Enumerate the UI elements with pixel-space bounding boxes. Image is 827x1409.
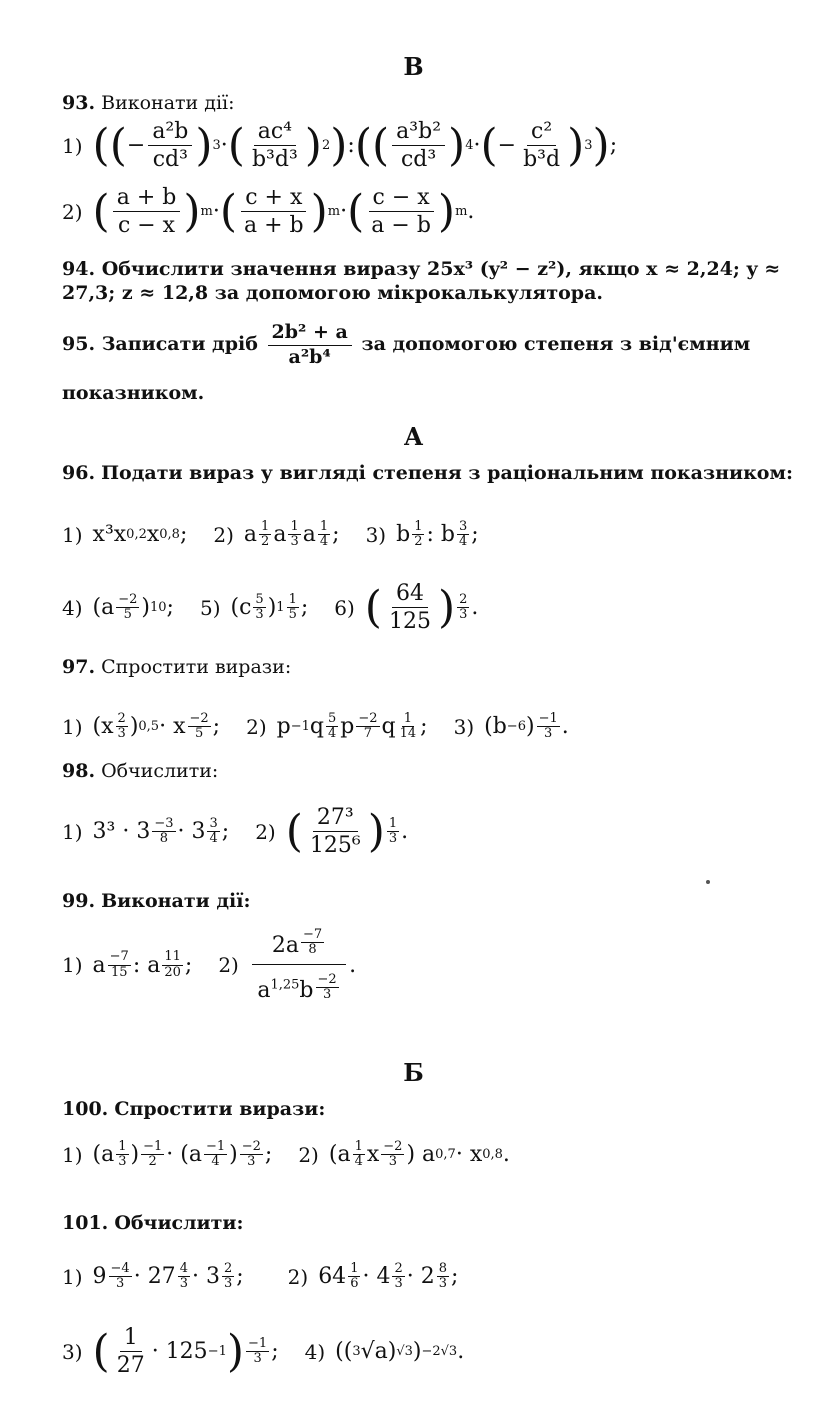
problem-instruction: Обчислити: xyxy=(101,760,219,782)
problem-number: 101. xyxy=(62,1212,109,1234)
problem-93-heading xyxy=(62,92,235,114)
problem-number: 94. xyxy=(62,258,96,280)
problem-number: 99. xyxy=(62,890,96,912)
problem-number: 98. xyxy=(62,760,96,782)
item-label: 1) xyxy=(62,522,83,547)
formula: ( $\frac{1}{27}$ · 125 −1 ) −1 3 ; xyxy=(92,1325,279,1379)
problem-101-heading xyxy=(62,1212,244,1234)
fraction: $\frac{\text{2b² + a}}{\text{a²b⁴}}$ xyxy=(268,323,352,368)
problem-98-heading xyxy=(62,760,218,782)
problem-99-line-1 xyxy=(62,928,356,1002)
formula: b 1 2 : b 3 4 ; xyxy=(396,519,479,550)
problem-instruction: Спростити вирази: xyxy=(114,1098,326,1120)
item-label: 4) xyxy=(304,1339,326,1364)
problem-number: 97. xyxy=(62,656,96,678)
problem-96-heading xyxy=(62,462,793,484)
problem-text: Обчислити значення виразу 25x³ (y² − z²), якщо x ≈ 2,24; y ≈ 27,3; z ≈ 12,8 за допомогою мікрокалькулятора. xyxy=(62,258,781,304)
item-label: 1) xyxy=(62,714,83,739)
item-label: 3) xyxy=(365,522,387,547)
section-heading-a: А xyxy=(403,422,424,451)
problem-101-line-1 xyxy=(62,1262,458,1292)
problem-instruction: Подати вираз у вигляді степеня з раціональним показником: xyxy=(101,462,793,484)
formula: (b −6 ) −1 3 . xyxy=(484,711,569,742)
formula: (( 3 √a) √3 ) −2√3 . xyxy=(335,1339,465,1365)
formula: (c 5 3 ) 1 1 5 ; xyxy=(230,591,309,623)
item-label: 3) xyxy=(62,1339,83,1364)
formula: ( $\frac{\text{27³}}{\text{125⁶}}$ ) 1 3 . xyxy=(285,805,409,859)
problem-100-line-1 xyxy=(62,1140,510,1170)
problem-instruction: Виконати дії: xyxy=(101,92,235,114)
problem-text-post: за допомогою степеня з від'ємним показником. xyxy=(62,333,751,405)
formula: (x 2 3 ) 0,5 · x −2 5 ; xyxy=(92,711,221,742)
problem-number: 93. xyxy=(62,92,96,114)
formula: 9 −4 3 · 27 4 3 · 3 2 3 ; xyxy=(92,1261,244,1292)
item-label: 3) xyxy=(453,714,475,739)
item-label: 2) xyxy=(213,522,234,547)
problem-97-heading xyxy=(62,656,291,678)
problem-101-line-2 xyxy=(62,1326,464,1377)
problem-100-heading xyxy=(62,1098,325,1120)
problem-94 xyxy=(62,258,807,306)
formula: x³x 0,2 x 0,8 ; xyxy=(92,522,188,548)
formula: ( $\frac{64}{125}$ ) 2 3 . xyxy=(364,581,479,635)
formula: (( − $\frac{\text{a²b}}{\text{cd³}}$ ) 3 · ( $\frac{\text{ac⁴}}{\text{b³d³}}$ ) 2 ) : (( $\frac{\text{a³b²}}{\text{cd³}}$ ) 4 · ( − $\frac{\text{c²}}{\text{b³d}}$ ) 3 ) ; xyxy=(92,119,618,173)
problem-instruction: Спростити вирази: xyxy=(101,656,292,678)
section-heading-bb: Б xyxy=(403,1058,424,1087)
item-label: 1) xyxy=(62,1264,83,1289)
problem-97-line-1 xyxy=(62,712,569,742)
problem-number: 96. xyxy=(62,462,96,484)
scan-speck xyxy=(706,880,710,884)
item-label: 1) xyxy=(62,819,83,844)
item-label: 2) xyxy=(255,819,276,844)
problem-93-expression-1 xyxy=(62,120,617,171)
item-label: 1) xyxy=(62,1142,83,1167)
item-label: 1) xyxy=(62,133,83,158)
formula: 3³ · 3 −3 8 · 3 3 4 ; xyxy=(92,815,230,847)
problem-text-pre: Записати дріб xyxy=(101,333,258,355)
item-label: 1) xyxy=(62,953,83,978)
item-label: 2) xyxy=(287,1264,309,1289)
formula: (a 1 4 x −2 3 ) a 0,7 · x 0,8 . xyxy=(328,1139,510,1170)
formula: ( $\frac{a + b}{c - x}$ ) m · ( $\frac{c + x}{a + b}$ ) m · ( $\frac{c - x}{a - b}$ ) m . xyxy=(92,185,475,239)
formula: 2a $\frac{-7}{8}$ $a^{1,25}b$ $\frac{-2}{3}$ . xyxy=(249,928,356,1002)
problem-96-line-2 xyxy=(62,582,478,633)
problem-93-expression-2 xyxy=(62,186,474,237)
problem-96-line-1 xyxy=(62,520,479,550)
formula: a −7 15 : a 11 20 ; xyxy=(92,949,193,980)
formula: p −1 q 5 4 p −2 7 q 1 14 ; xyxy=(276,711,428,742)
item-label: 2) xyxy=(218,953,239,978)
item-label: 2) xyxy=(246,714,267,739)
formula: 64 1 6 · 4 2 3 · 2 8 3 ; xyxy=(318,1261,459,1292)
formula: (a 1 3 ) −1 2 · (a −1 4 ) −2 3 ; xyxy=(92,1139,273,1170)
problem-instruction: Обчислити: xyxy=(114,1212,244,1234)
item-label: 5) xyxy=(199,595,221,620)
item-label: 6) xyxy=(334,595,355,620)
formula: (a −2 5 ) 10 ; xyxy=(92,591,174,623)
problem-number: 95. xyxy=(62,333,96,355)
item-label: 2) xyxy=(62,199,83,224)
problem-number: 100. xyxy=(62,1098,109,1120)
problem-95 xyxy=(62,320,807,419)
item-label: 2) xyxy=(298,1142,319,1167)
problem-99-heading xyxy=(62,890,250,912)
item-label: 4) xyxy=(62,595,83,620)
section-heading-b: В xyxy=(403,52,424,81)
problem-98-line-1 xyxy=(62,806,408,857)
formula: a 1 2 a 1 3 a 1 4 ; xyxy=(243,519,340,550)
problem-instruction: Виконати дії: xyxy=(101,890,251,912)
